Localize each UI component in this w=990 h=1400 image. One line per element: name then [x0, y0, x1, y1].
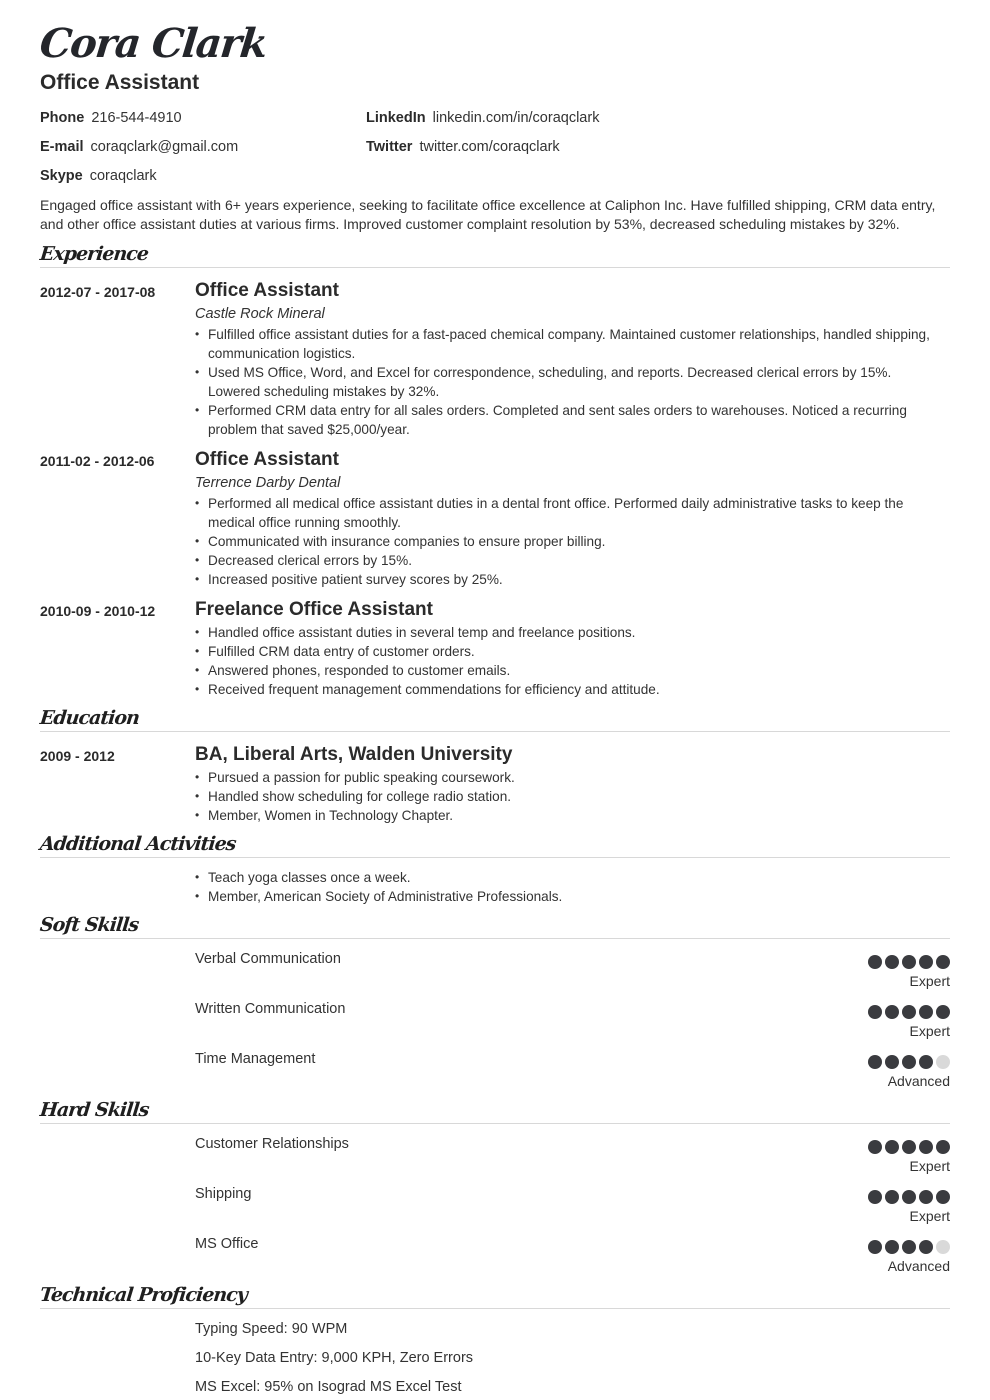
skill-rating [750, 955, 950, 989]
job-dates: 2012-07 - 2017-08 [40, 284, 156, 300]
rating-dots [750, 1190, 950, 1204]
rating-dot-filled-icon [902, 1240, 916, 1254]
list-item: • Answered phones, responded to customer emails. [195, 661, 935, 680]
skill-name: Verbal Communication [195, 951, 341, 967]
rating-dot-filled-icon [868, 1055, 882, 1069]
skill-rating [750, 1055, 950, 1089]
contact-label: E-mail [40, 139, 84, 155]
job-company: Castle Rock Mineral [195, 306, 325, 322]
contact-label: LinkedIn [366, 110, 426, 126]
job-bullets [195, 623, 935, 699]
rating-dot-filled-icon [919, 955, 933, 969]
list-item: • Member, Women in Technology Chapter. [195, 806, 935, 825]
section-heading-education: Education [40, 701, 950, 732]
activities-bullets [195, 868, 935, 906]
list-item: • Fulfilled CRM data entry of customer orders. [195, 642, 935, 661]
job-bullets [195, 494, 935, 589]
rating-dot-filled-icon [936, 1190, 950, 1204]
candidate-name: Cora Clark [37, 20, 269, 67]
list-item: • Teach yoga classes once a week. [195, 868, 935, 887]
technical-item: Typing Speed: 90 WPM [195, 1321, 348, 1337]
rating-dot-filled-icon [919, 1140, 933, 1154]
contact-label: Phone [40, 110, 85, 126]
contact-value: coraqclark [89, 168, 157, 184]
rating-dots [750, 955, 950, 969]
skill-rating [750, 1190, 950, 1224]
rating-dot-filled-icon [919, 1055, 933, 1069]
list-item: • Received frequent management commendations for efficiency and attitude. [195, 680, 935, 699]
skill-level: Expert [909, 973, 950, 989]
skill-level: Expert [909, 1023, 950, 1039]
skill-rating [750, 1005, 950, 1039]
rating-dot-filled-icon [936, 1140, 950, 1154]
list-item: • Communicated with insurance companies to ensure proper billing. [195, 532, 935, 551]
skill-level: Expert [909, 1208, 950, 1224]
rating-dot-filled-icon [902, 1190, 916, 1204]
contact-value[interactable]: coraqclark@gmail.com [90, 139, 239, 155]
rating-dot-filled-icon [868, 1190, 882, 1204]
skill-level: Advanced [887, 1073, 950, 1089]
rating-dots [750, 1005, 950, 1019]
candidate-title: Office Assistant [40, 71, 200, 94]
rating-dots [750, 1240, 950, 1254]
skill-level: Expert [909, 1158, 950, 1174]
rating-dot-filled-icon [919, 1190, 933, 1204]
rating-dot-filled-icon [902, 955, 916, 969]
list-item: • Handled show scheduling for college radio station. [195, 787, 935, 806]
job-bullets [195, 325, 935, 439]
contact-email [40, 139, 238, 155]
contact-value: 216-544-4910 [91, 110, 182, 126]
rating-dot-filled-icon [919, 1240, 933, 1254]
rating-dot-filled-icon [902, 1140, 916, 1154]
job-title: Office Assistant [195, 280, 339, 301]
skill-level: Advanced [887, 1258, 950, 1274]
rating-dot-filled-icon [936, 955, 950, 969]
rating-dot-filled-icon [868, 1240, 882, 1254]
rating-dot-filled-icon [885, 1005, 899, 1019]
education-bullets [195, 768, 935, 825]
education-dates: 2009 - 2012 [40, 748, 115, 764]
list-item: • Decreased clerical errors by 15%. [195, 551, 935, 570]
rating-dot-filled-icon [919, 1005, 933, 1019]
skill-rating [750, 1240, 950, 1274]
rating-dot-filled-icon [885, 1240, 899, 1254]
section-heading-activities: Additional Activities [40, 827, 950, 858]
rating-dot-filled-icon [902, 1055, 916, 1069]
rating-dot-filled-icon [936, 1005, 950, 1019]
section-heading-hard-skills: Hard Skills [40, 1093, 950, 1124]
rating-dot-empty-icon [936, 1240, 950, 1254]
contact-twitter [366, 139, 560, 155]
section-heading-experience: Experience [40, 237, 950, 268]
contact-value[interactable]: linkedin.com/in/coraqclark [432, 110, 600, 126]
contact-label: Twitter [366, 139, 413, 155]
education-degree: BA, Liberal Arts, Walden University [195, 744, 513, 765]
summary-text: Engaged office assistant with 6+ years experience, seeking to facilitate office excellence at Caliphon Inc. Have fulfilled shipping, CRM data entry, and other office assistant duties at various firms. Improved customer complaint resolution by 53%, decreased scheduling mistakes by 32%. [40, 197, 936, 232]
job-title: Office Assistant [195, 449, 339, 470]
rating-dot-filled-icon [885, 955, 899, 969]
job-title: Freelance Office Assistant [195, 599, 433, 620]
rating-dot-filled-icon [885, 1055, 899, 1069]
list-item: • Increased positive patient survey scores by 25%. [195, 570, 935, 589]
rating-dots [750, 1140, 950, 1154]
rating-dot-empty-icon [936, 1055, 950, 1069]
list-item: • Performed all medical office assistant duties in a dental front office. Performed daily administrative tasks to keep the medical office running smoothly. [195, 494, 935, 532]
skill-rating [750, 1140, 950, 1174]
skill-name: Shipping [195, 1186, 252, 1202]
rating-dots [750, 1055, 950, 1069]
skill-name: MS Office [195, 1236, 259, 1252]
list-item: • Fulfilled office assistant duties for a fast-paced chemical company. Maintained customer relationships, handled shipping, communication logistics. [195, 325, 935, 363]
technical-item: 10-Key Data Entry: 9,000 KPH, Zero Errors [195, 1350, 474, 1366]
job-company: Terrence Darby Dental [195, 475, 341, 491]
skill-name: Time Management [195, 1051, 316, 1067]
list-item: • Member, American Society of Administrative Professionals. [195, 887, 935, 906]
technical-item: MS Excel: 95% on Isograd MS Excel Test [195, 1379, 462, 1395]
list-item: • Used MS Office, Word, and Excel for correspondence, scheduling, and reports. Decreased clerical errors by 15%. Lowered scheduling mistakes by 32%. [195, 363, 935, 401]
rating-dot-filled-icon [902, 1005, 916, 1019]
rating-dot-filled-icon [868, 1005, 882, 1019]
rating-dot-filled-icon [885, 1140, 899, 1154]
contact-phone [40, 110, 182, 126]
list-item: • Pursued a passion for public speaking coursework. [195, 768, 935, 787]
rating-dot-filled-icon [868, 955, 882, 969]
contact-label: Skype [40, 168, 83, 184]
rating-dot-filled-icon [885, 1190, 899, 1204]
contact-skype [40, 168, 157, 184]
list-item: • Performed CRM data entry for all sales orders. Completed and sent sales orders to warehouses. Noticed a recurring problem that saved $25,000/year. [195, 401, 935, 439]
job-dates: 2010-09 - 2010-12 [40, 603, 156, 619]
rating-dot-filled-icon [868, 1140, 882, 1154]
skill-name: Customer Relationships [195, 1136, 349, 1152]
contact-value[interactable]: twitter.com/coraqclark [419, 139, 560, 155]
contact-linkedin [366, 110, 599, 126]
list-item: • Handled office assistant duties in several temp and freelance positions. [195, 623, 935, 642]
section-heading-technical: Technical Proficiency [40, 1278, 950, 1309]
section-heading-soft-skills: Soft Skills [40, 908, 950, 939]
skill-name: Written Communication [195, 1001, 346, 1017]
job-dates: 2011-02 - 2012-06 [40, 453, 155, 469]
